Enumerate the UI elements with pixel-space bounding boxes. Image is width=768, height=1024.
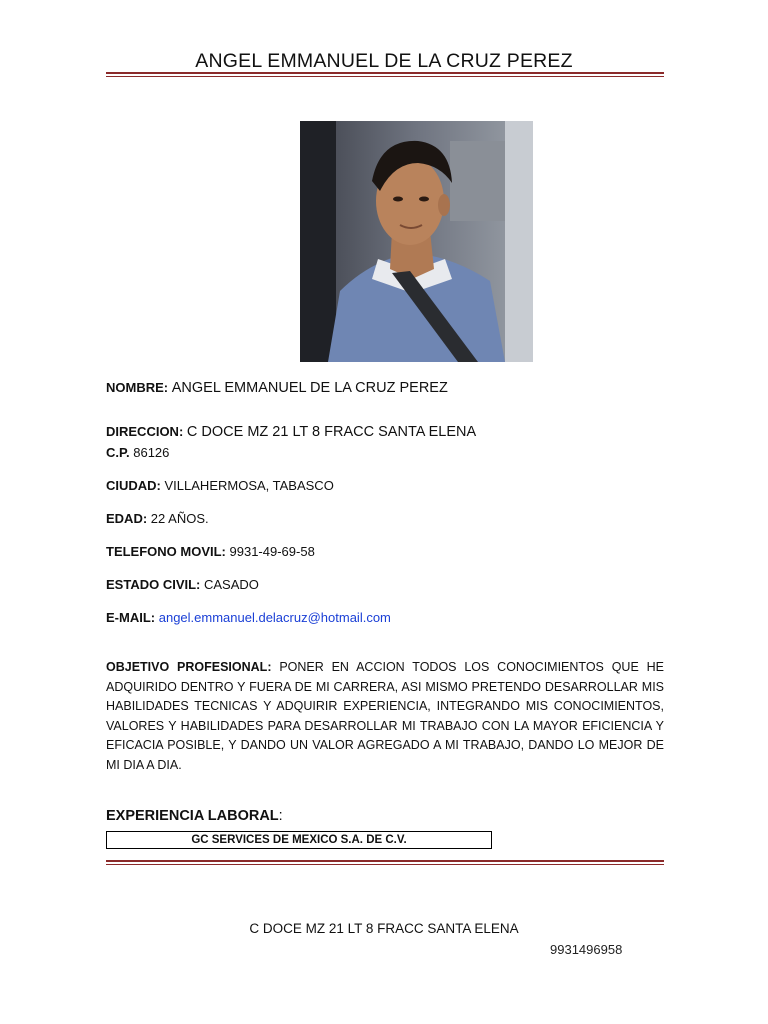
objective-label: OBJETIVO PROFESIONAL: [106,660,272,674]
edad-label: EDAD: [106,511,148,526]
ciudad-value: VILLAHERMOSA, TABASCO [164,478,334,493]
email-label: E-MAIL: [106,610,156,625]
footer-phone: 9931496958 [550,942,623,957]
profile-photo [300,121,533,362]
field-email [106,610,391,625]
experience-colon: : [278,808,283,824]
nombre-value: ANGEL EMMANUEL DE LA CRUZ PEREZ [171,380,448,396]
estado-civil-value: CASADO [204,577,259,592]
estado-civil-label: ESTADO CIVIL: [106,577,201,592]
direccion-label: DIRECCION: [106,424,184,439]
cp-label: C.P. [106,445,130,460]
edad-value: 22 AÑOS. [150,511,209,526]
page-title: ANGEL EMMANUEL DE LA CRUZ PEREZ [195,50,573,72]
experience-label: EXPERIENCIA LABORAL [106,808,279,824]
field-cp [106,445,169,460]
field-ciudad [106,478,334,493]
field-direccion [106,424,476,440]
nombre-label: NOMBRE: [106,380,169,395]
email-link[interactable]: angel.emmanuel.delacruz@hotmail.com [158,610,391,625]
telefono-label: TELEFONO MOVIL: [106,544,226,559]
footer-divider [106,860,664,865]
field-telefono [106,544,315,559]
profile-photo-illustration [300,121,533,362]
direccion-value: C DOCE MZ 21 LT 8 FRACC SANTA ELENA [186,424,477,440]
telefono-value: 9931-49-69-58 [229,544,315,559]
field-estado-civil [106,577,259,592]
objective-text: PONER EN ACCION TODOS LOS CONOCIMIENTOS QUE HE ADQUIRIDO DENTRO Y FUERA DE MI CARRERA, ASI MISMO PRETENDO DESARROLLAR MIS HABILIDADES TECNICAS Y ADQUIRIR EXPERIENCIA, INTEGRANDO MIS CONOCIMIENTOS, VALORES Y HABILIDADES PARA DESARROLLAR MI TRABAJO CON LA MAYOR EFICIENCIA Y EFICACIA POSIBLE, Y DANDO UN VALOR AGREGADO A MI TRABAJO, DANDO LO MEJOR DE MI DIA A DIA. [106,660,664,772]
field-edad [106,511,209,526]
footer-address: C DOCE MZ 21 LT 8 FRACC SANTA ELENA [249,921,519,936]
ciudad-label: CIUDAD: [106,478,161,493]
field-nombre [106,380,448,396]
cp-value: 86126 [133,445,170,460]
header-divider [106,72,664,77]
objective-paragraph [106,658,664,775]
company-box: GC SERVICES DE MEXICO S.A. DE C.V. [106,831,492,849]
experience-heading [106,808,283,824]
